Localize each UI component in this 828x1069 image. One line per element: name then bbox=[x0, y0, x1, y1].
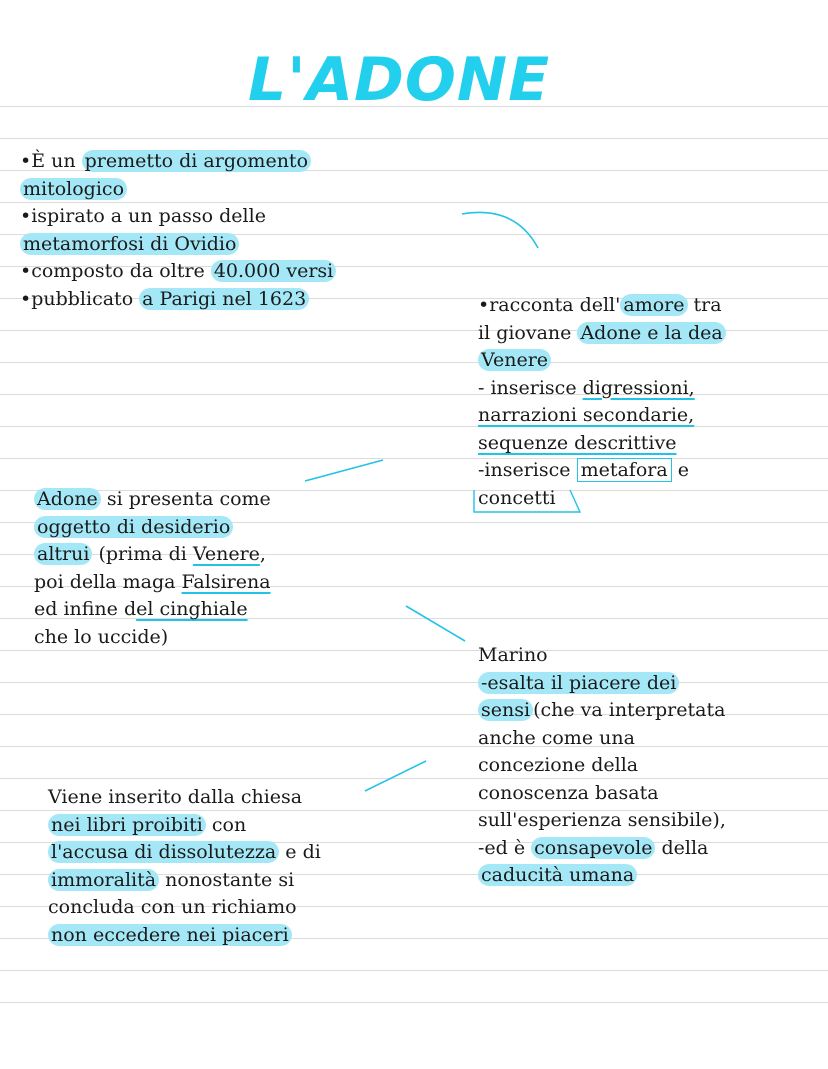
adone-line-5: ed infine del cinghiale bbox=[34, 598, 248, 620]
plot-line-2: il giovane Adone e la dea bbox=[478, 320, 726, 348]
marino-line-5: concezione della bbox=[478, 754, 639, 776]
adone-line-4: poi della maga Falsirena bbox=[34, 570, 271, 593]
church-line-5: concluda con un richiamo bbox=[48, 896, 297, 918]
plot-line-8: concetti bbox=[478, 486, 556, 509]
adone-line-6: che lo uccide) bbox=[34, 625, 169, 648]
adone-line-1: Adone si presenta come bbox=[34, 486, 271, 514]
marino-line-4: anche come una bbox=[478, 726, 635, 749]
marino-line-9: caducità umana bbox=[478, 862, 726, 890]
intro-line-2: mitologico bbox=[20, 176, 336, 204]
church-block bbox=[48, 784, 321, 949]
plot-line-5: narrazioni secondarie, bbox=[478, 404, 695, 426]
page-title: L'ADONE bbox=[248, 45, 551, 115]
church-line-4: immoralità nonostante si bbox=[48, 867, 321, 895]
connector-marino-church bbox=[365, 761, 426, 791]
intro-line-6: •pubblicato a Parigi nel 1623 bbox=[20, 286, 336, 314]
church-line-2: nei libri proibiti con bbox=[48, 812, 321, 840]
marino-line-7: sull'esperienza sensibile), bbox=[478, 809, 726, 831]
adone-line-2: oggetto di desiderio bbox=[34, 514, 271, 542]
adone-line-3: altrui (prima di Venere, bbox=[34, 541, 271, 569]
plot-block bbox=[478, 292, 726, 512]
plot-line-1: •racconta dell' amore tra bbox=[478, 294, 722, 316]
adone-block bbox=[34, 486, 271, 651]
connector-plot-adone bbox=[305, 460, 383, 481]
plot-line-4: - inserisce digressioni, bbox=[478, 376, 695, 399]
marino-block bbox=[478, 642, 726, 890]
plot-line-7: -inserisce metafora e bbox=[478, 459, 689, 481]
plot-line-3: Venere bbox=[478, 347, 726, 375]
marino-line-8: -ed è consapevole della bbox=[478, 836, 709, 859]
marino-line-2: -esalta il piacere dei bbox=[478, 670, 726, 698]
intro-line-1: •È un premetto di argomento bbox=[20, 148, 336, 176]
connector-intro-plot bbox=[462, 212, 538, 248]
marino-line-3: sensi (che va interpretata bbox=[478, 697, 726, 725]
intro-line-3: •ispirato a un passo delle bbox=[20, 205, 266, 227]
church-line-1: Viene inserito dalla chiesa bbox=[48, 786, 303, 808]
plot-line-6: sequenze descrittive bbox=[478, 431, 677, 454]
marino-line-6: conoscenza basata bbox=[478, 781, 659, 804]
intro-line-5: •composto da oltre 40.000 versi bbox=[20, 258, 336, 286]
church-line-3: l'accusa di dissolutezza e di bbox=[48, 839, 321, 867]
marino-line-1: Marino bbox=[478, 644, 548, 666]
intro-block bbox=[20, 148, 336, 313]
connector-adone-marino bbox=[406, 606, 465, 641]
intro-line-4: metamorfosi di Ovidio bbox=[20, 231, 336, 259]
church-line-6: non eccedere nei piaceri bbox=[48, 922, 321, 950]
